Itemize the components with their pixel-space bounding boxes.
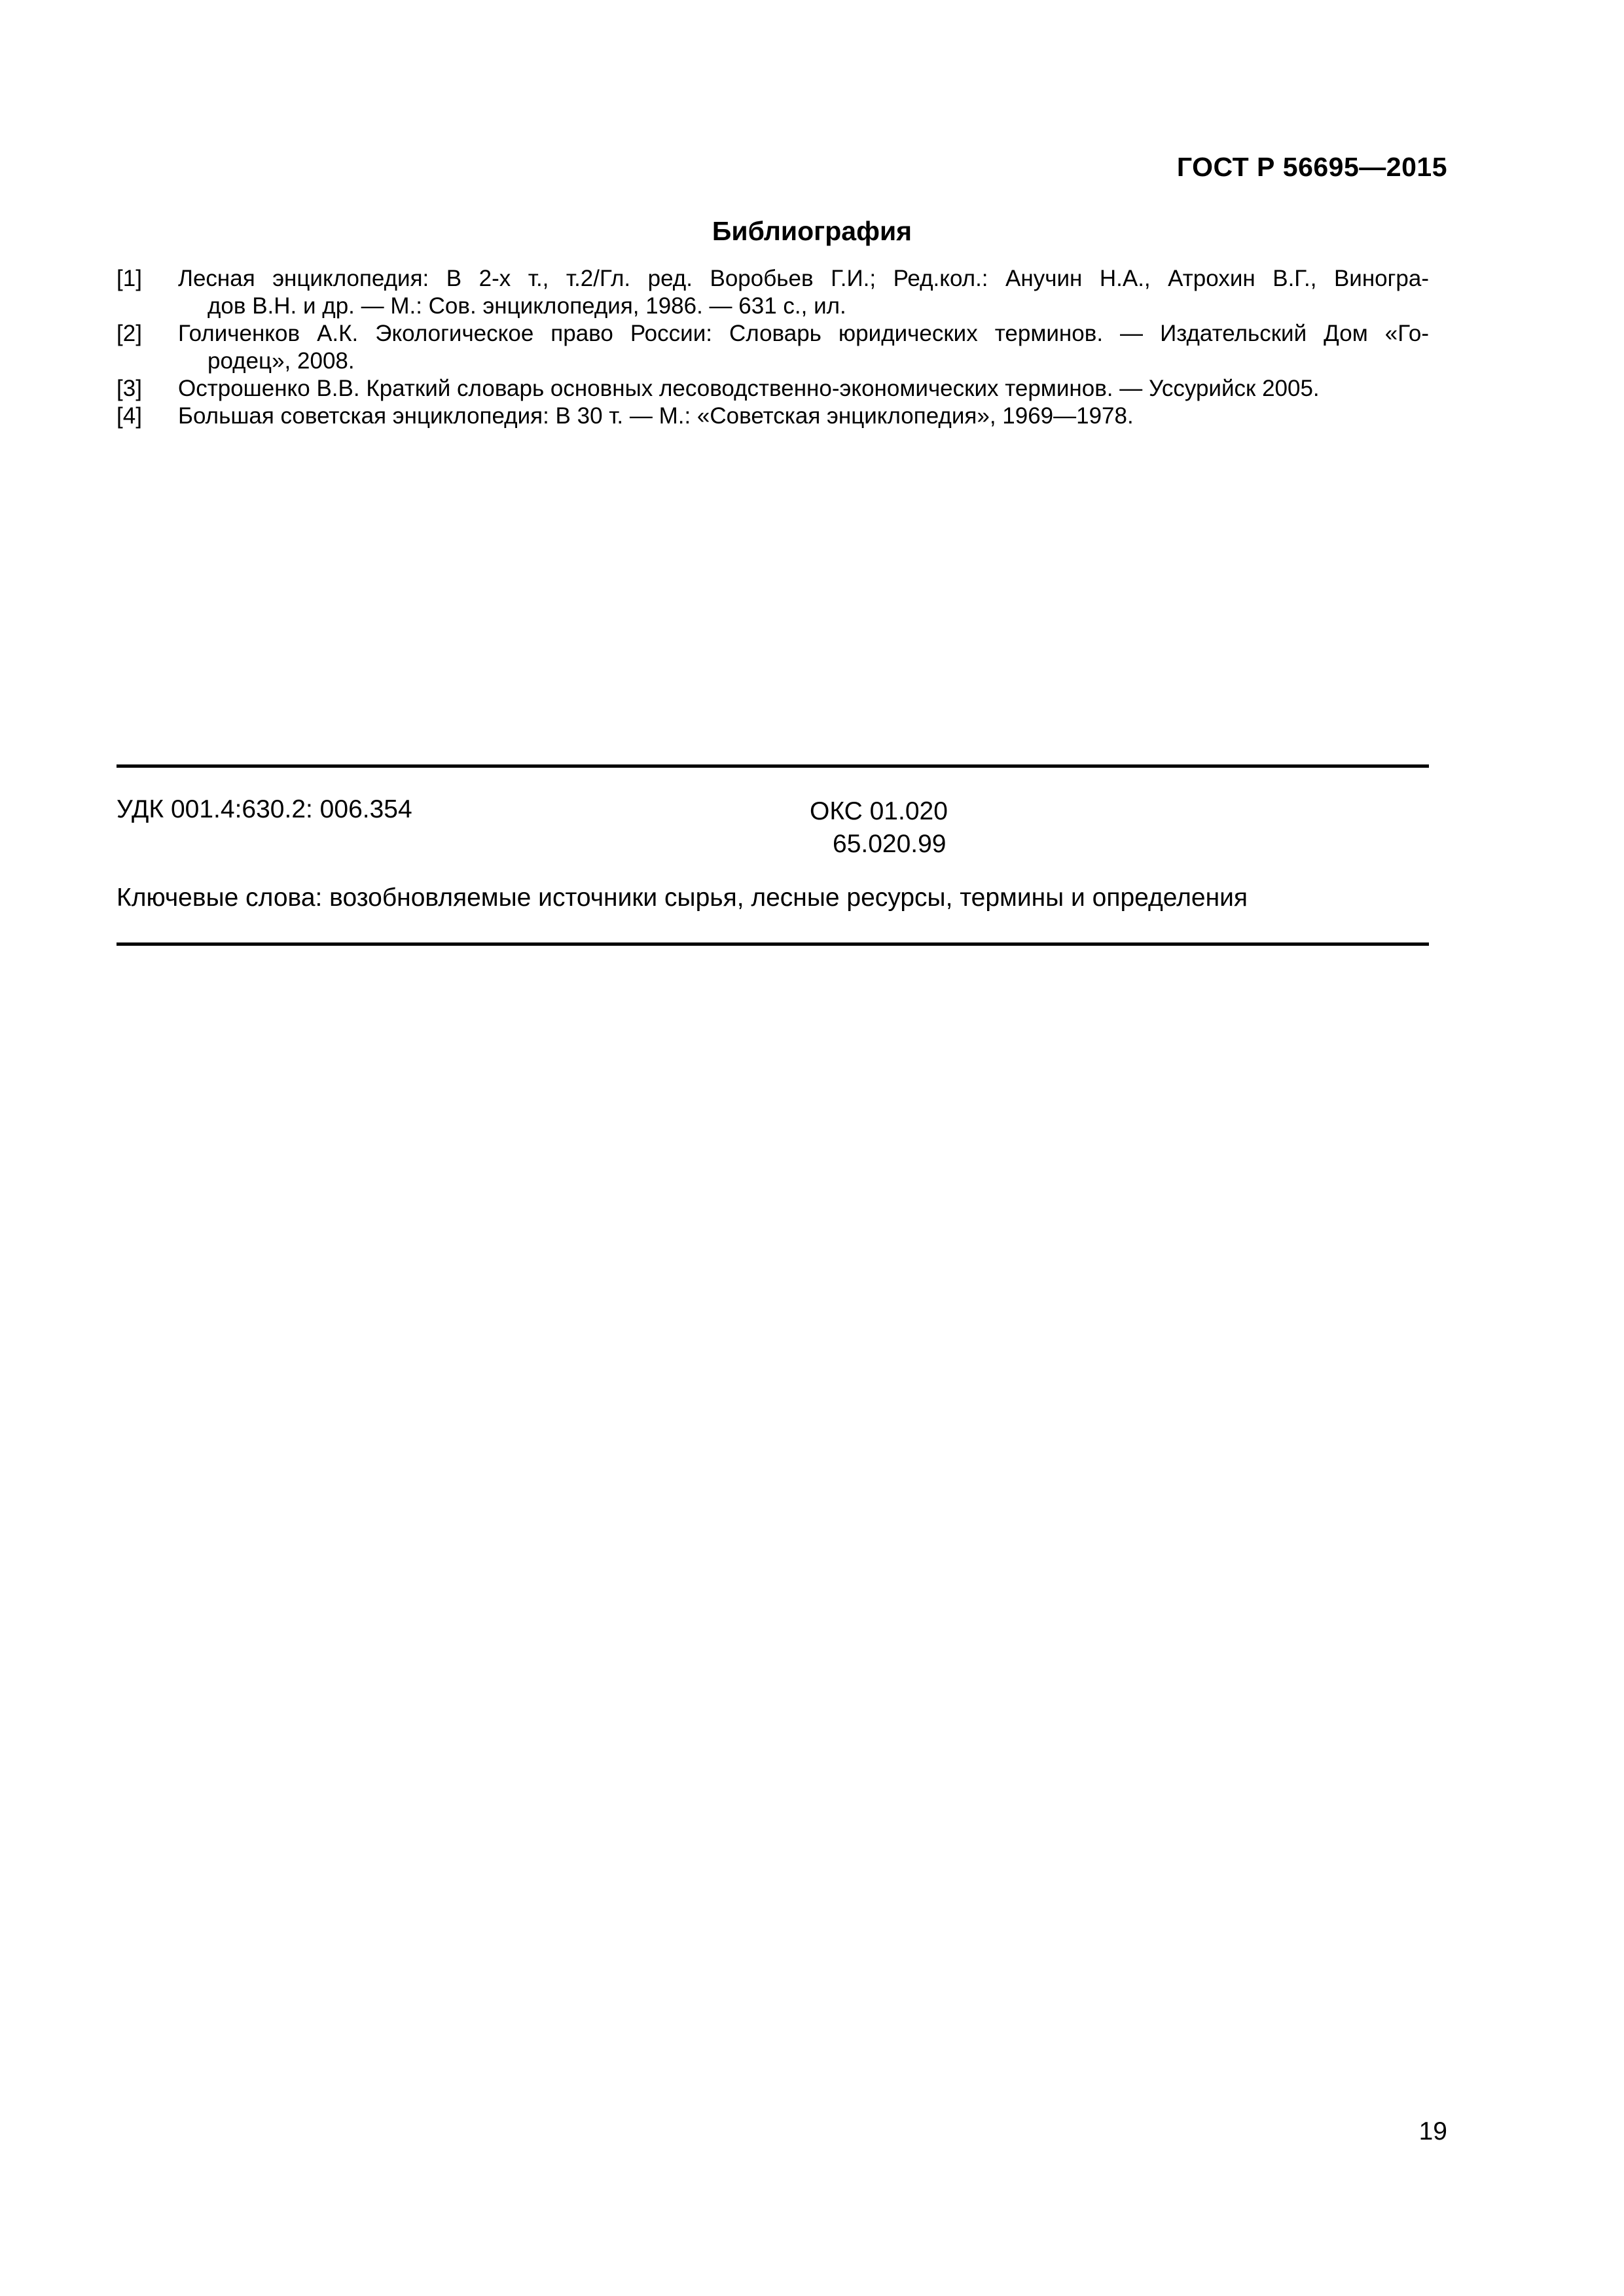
bibliography-item-line: Лесная энциклопедия: В 2-х т., т.2/Гл. ред. Воробьев Г.И.; Ред.кол.: Анучин Н.А., Атрохин В.Г., Виногра-	[178, 266, 1429, 291]
bibliography-item-4	[117, 403, 1429, 430]
divider-bottom	[117, 942, 1429, 946]
bibliography-item-text	[178, 320, 1429, 375]
bibliography-item-number: [1]	[117, 266, 142, 291]
bibliography-title: Библиография	[712, 216, 912, 246]
bibliography-list	[117, 265, 1429, 430]
keywords: Ключевые слова: возобновляемые источники сырья, лесные ресурсы, термины и определения	[117, 884, 1248, 912]
page-number: 19	[1418, 2117, 1447, 2145]
bibliography-item-2	[117, 320, 1429, 375]
bibliography-item-1	[117, 265, 1429, 320]
bibliography-item-text	[178, 265, 1429, 320]
bibliography-item-continuation: родец», 2008.	[208, 348, 355, 374]
bibliography-item-line: Голиченков А.К. Экологическое право России: Словарь юридических терминов. — Издательский Дом «Го-	[178, 321, 1429, 346]
bibliography-item-line: Большая советская энциклопедия: В 30 т. — М.: «Советская энциклопедия», 1969—1978.	[178, 403, 1134, 429]
bibliography-item-line: Острошенко В.В. Краткий словарь основных лесоводственно-экономических терминов. — Уссурийск 2005.	[178, 376, 1320, 401]
udk-code: УДК 001.4:630.2: 006.354	[117, 795, 412, 823]
bibliography-item-3	[117, 375, 1429, 403]
bibliography-item-text	[178, 403, 1429, 430]
bibliography-item-number: [3]	[117, 376, 142, 401]
bibliography-item-number: [4]	[117, 403, 142, 429]
bibliography-item-continuation: дов В.Н. и др. — М.: Сов. энциклопедия, 1986. — 631 с., ил.	[208, 293, 846, 319]
document-code: ГОСТ Р 56695—2015	[1176, 152, 1447, 182]
divider-top	[117, 764, 1429, 768]
bibliography-item-text	[178, 375, 1429, 403]
bibliography-item-number: [2]	[117, 321, 142, 346]
oks-code-line2: 65.020.99	[833, 830, 947, 858]
oks-code-line1: ОКС 01.020	[810, 797, 948, 825]
oks-codes	[810, 795, 948, 861]
